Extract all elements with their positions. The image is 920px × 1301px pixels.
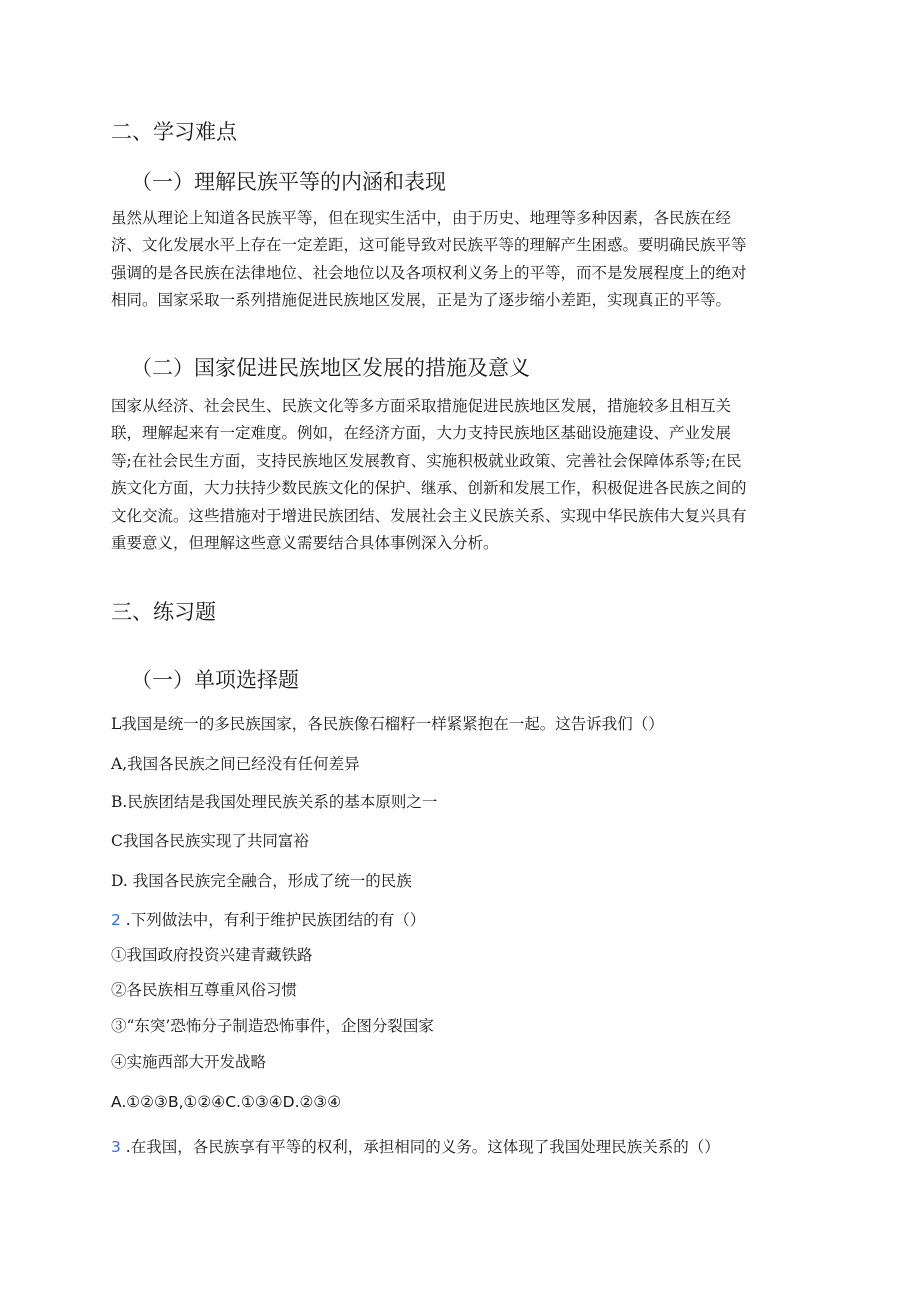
paragraph-development	[111, 393, 811, 557]
question-1-option-b: B.民族团结是我国处理民族关系的基本原则之一	[111, 793, 438, 811]
question-1-option-d: D. 我国各民族完全融合，形成了统一的民族	[111, 872, 412, 890]
paragraph-line: 济、文化发展水平上存在一定差距，这可能导致对民族平等的理解产生困惑。要明确民族平等	[111, 236, 747, 255]
paragraph-line: 等;在社会民生方面，支持民族地区发展教育、实施积极就业政策、完善社会保障体系等;在民	[111, 451, 742, 470]
paragraph-line: 联，理解起来有一定难度。例如，在经济方面，大力支持民族地区基础设施建设、产业发展	[111, 424, 732, 443]
question-2-answer-choices: A.①②③B,①②④C.①③④D.②③④	[111, 1093, 342, 1111]
question-3	[111, 1135, 720, 1157]
paragraph-line: 文化交流。这些措施对于增进民族团结、发展社会主义民族关系、实现中华民族伟大复兴具有	[111, 506, 747, 525]
subsection-heading-development: （二）国家促进民族地区发展的措施及意义	[131, 356, 530, 380]
question-2-item-1: ①我国政府投资兴建青藏铁路	[111, 946, 313, 964]
question-1-option-c: C我国各民族实现了共同富裕	[111, 832, 309, 850]
question-1-option-a: A,我国各民族之间已经没有任何差异	[111, 755, 360, 773]
question-2-item-3: ③“东突’恐怖分子制造恐怖事件，企图分裂国家	[111, 1017, 434, 1035]
section-heading-exercises: 三、练习题	[111, 600, 216, 624]
paragraph-line: 族文化方面，大力扶持少数民族文化的保护、继承、创新和发展工作，积极促进各民族之间的	[111, 479, 747, 498]
question-2-item-2: ②各民族相互尊重风俗习惯	[111, 981, 298, 999]
question-2-number: 2	[111, 911, 121, 929]
question-3-number: 3	[111, 1138, 121, 1156]
question-2-stem: .下列做法中，有利于维护民族团结的有（）	[120, 911, 426, 929]
question-3-stem: .在我国，各民族享有平等的权利，承担相同的义务。这体现了我国处理民族关系的（）	[120, 1138, 720, 1156]
question-1-stem: L我国是统一的多民族国家，各民族像石榴籽一样紧紧抱在一起。这告诉我们（）	[111, 715, 664, 733]
paragraph-line: 国家从经济、社会民生、民族文化等多方面采取措施促进民族地区发展，措施较多且相互关	[111, 397, 732, 415]
subsection-heading-equality: （一）理解民族平等的内涵和表现	[131, 170, 446, 194]
question-2-item-4: ④实施西部大开发战略	[111, 1053, 267, 1071]
paragraph-line: 相同。国家采取一系列措施促进民族地区发展，正是为了逐步缩小差距，实现真正的平等。	[111, 291, 732, 310]
paragraph-line: 虽然从理论上知道各民族平等，但在现实生活中，由于历史、地理等多种因素，各民族在经	[111, 209, 732, 227]
paragraph-line: 重要意义，但理解这些意义需要结合具体事例深入分析。	[111, 534, 499, 553]
question-2	[111, 908, 425, 930]
paragraph-equality	[111, 205, 811, 315]
paragraph-line: 强调的是各民族在法律地位、社会地位以及各项权利义务上的平等，而不是发展程度上的绝对	[111, 263, 747, 282]
subsection-heading-single-choice: （一）单项选择题	[131, 668, 299, 692]
section-heading-difficulties: 二、学习难点	[111, 120, 237, 144]
